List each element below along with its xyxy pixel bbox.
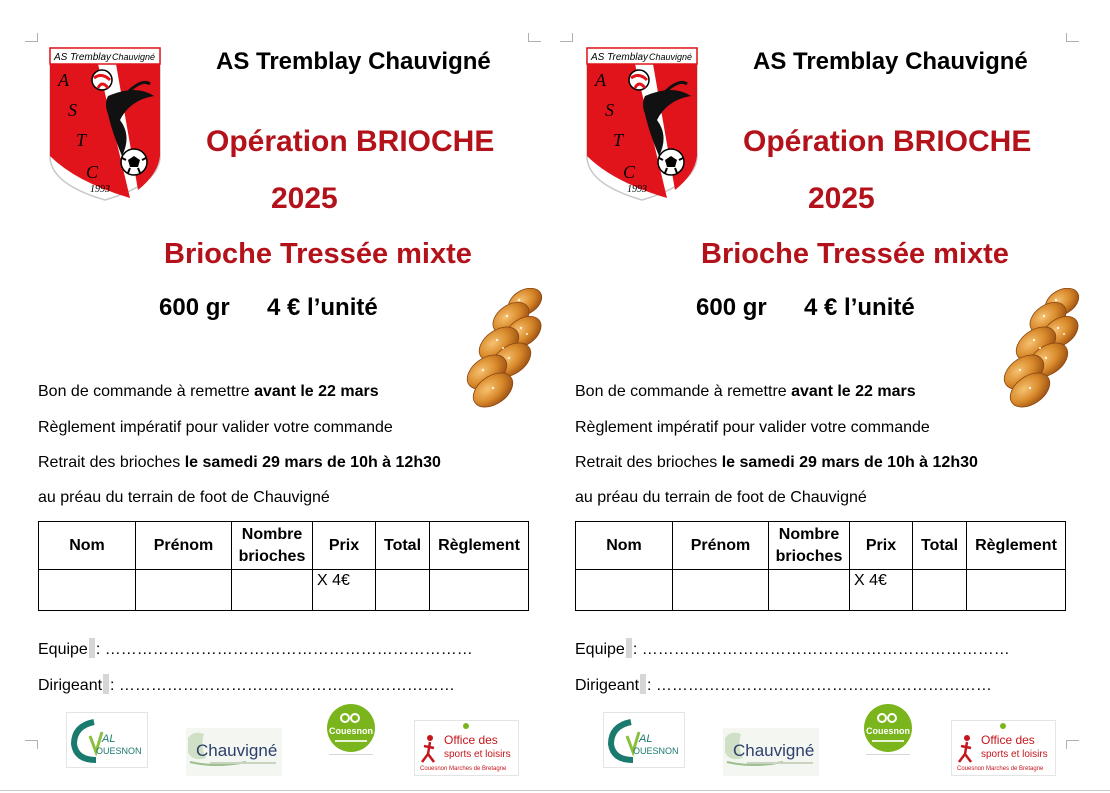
header-prenom: Prénom: [136, 522, 232, 570]
svg-text:Chauvigné: Chauvigné: [196, 741, 278, 760]
pickup-location-text: au préau du terrain de foot de Chauvigné: [38, 489, 330, 506]
header-nom: Nom: [39, 522, 136, 570]
club-name: AS Tremblay Chauvigné: [216, 48, 491, 75]
equipe-field[interactable]: Equipe : ……………………………………………………………: [38, 638, 473, 659]
cell-nombre[interactable]: [232, 570, 313, 611]
crop-mark: [25, 33, 38, 42]
table-header-row: [39, 522, 529, 570]
svg-text:Couesnon: Couesnon: [866, 726, 910, 736]
svg-text:A: A: [595, 70, 606, 90]
office-sports-loisirs-logo: [951, 720, 1056, 776]
cell-reglement[interactable]: [967, 570, 1066, 611]
crop-mark: [560, 33, 573, 42]
payment-note-text: Règlement impératif pour valider votre commande: [38, 419, 393, 436]
club-name: AS Tremblay Chauvigné: [753, 48, 1028, 75]
table-header-row: [576, 522, 1066, 570]
cell-total[interactable]: [913, 570, 967, 611]
svg-text:A: A: [58, 70, 69, 90]
header-nombre-brioches: Nombre brioches: [232, 522, 313, 570]
operation-year: 2025: [271, 182, 338, 215]
svg-text:S: S: [605, 100, 614, 120]
svg-text:Chauvigné: Chauvigné: [649, 52, 693, 62]
product-name: Brioche Tressée mixte: [164, 238, 472, 270]
pickup-date-text: Retrait des brioches le samedi 29 mars de 10h à 12h30: [38, 454, 441, 471]
chauvigne-logo: [723, 728, 819, 776]
svg-text:T: T: [76, 130, 87, 150]
operation-title: Opération BRIOCHE: [206, 125, 495, 158]
svg-text:AS Tremblay: AS Tremblay: [54, 52, 112, 63]
equipe-field[interactable]: Equipe : ……………………………………………………………: [575, 638, 1010, 659]
svg-text:sports et loisirs: sports et loisirs: [444, 749, 511, 760]
order-table: [575, 521, 1066, 611]
couesnon-logo: [323, 704, 379, 756]
header-nombre-brioches: Nombre brioches: [769, 522, 850, 570]
table-row: [39, 570, 529, 611]
flyer-left: [38, 0, 538, 793]
header-reglement: Règlement: [967, 522, 1066, 570]
table-row: [576, 570, 1066, 611]
header-reglement: Règlement: [430, 522, 529, 570]
val-couesnon-logo: [66, 712, 148, 768]
brioche-photo: [990, 288, 1085, 410]
club-crest-logo: [583, 44, 701, 202]
cell-nom[interactable]: [576, 570, 673, 611]
product-price: 4 € l’unité: [804, 294, 915, 321]
svg-text:S: S: [68, 100, 77, 120]
svg-text:Chauvigné: Chauvigné: [112, 52, 156, 62]
couesnon-logo: [860, 704, 916, 756]
svg-text:Couesnon Marches de Bretagne: Couesnon Marches de Bretagne: [420, 766, 507, 772]
svg-text:OUESNON: OUESNON: [96, 746, 142, 756]
cell-nom[interactable]: [39, 570, 136, 611]
header-total: Total: [376, 522, 430, 570]
svg-text:Office des: Office des: [981, 733, 1035, 747]
order-table: [38, 521, 529, 611]
svg-text:sports et loisirs: sports et loisirs: [981, 749, 1048, 760]
chauvigne-logo: [186, 728, 282, 776]
svg-text:AS Tremblay: AS Tremblay: [591, 52, 649, 63]
order-deadline-text: Bon de commande à remettre avant le 22 mars: [575, 383, 916, 400]
svg-text:1993: 1993: [627, 184, 647, 195]
cell-nombre[interactable]: [769, 570, 850, 611]
cell-total[interactable]: [376, 570, 430, 611]
header-prix: Prix: [850, 522, 913, 570]
header-nom: Nom: [576, 522, 673, 570]
svg-text:AL: AL: [639, 733, 653, 745]
flyer-right: [575, 0, 1075, 793]
crop-mark: [25, 740, 38, 749]
dirigeant-field[interactable]: Dirigeant : ………………………………………………………: [38, 674, 455, 695]
payment-note-text: Règlement impératif pour valider votre commande: [575, 419, 930, 436]
svg-text:C: C: [86, 162, 99, 182]
product-weight: 600 gr: [159, 294, 230, 321]
cell-prenom[interactable]: [136, 570, 232, 611]
svg-text:Couesnon Marches de Bretagne: Couesnon Marches de Bretagne: [957, 766, 1044, 772]
svg-text:Couesnon: Couesnon: [329, 726, 373, 736]
pickup-location-text: au préau du terrain de foot de Chauvigné: [575, 489, 867, 506]
cell-reglement[interactable]: [430, 570, 529, 611]
svg-text:1993: 1993: [90, 184, 110, 195]
dirigeant-field[interactable]: Dirigeant : ………………………………………………………: [575, 674, 992, 695]
svg-text:T: T: [613, 130, 624, 150]
office-sports-loisirs-logo: [414, 720, 519, 776]
svg-text:Chauvigné: Chauvigné: [733, 741, 815, 760]
svg-text:C: C: [623, 162, 636, 182]
val-couesnon-logo: [603, 712, 685, 768]
product-name: Brioche Tressée mixte: [701, 238, 1009, 270]
pickup-date-text: Retrait des brioches le samedi 29 mars de 10h à 12h30: [575, 454, 978, 471]
product-price: 4 € l’unité: [267, 294, 378, 321]
svg-text:OUESNON: OUESNON: [633, 746, 679, 756]
cell-prenom[interactable]: [673, 570, 769, 611]
svg-text:Office des: Office des: [444, 733, 498, 747]
operation-title: Opération BRIOCHE: [743, 125, 1032, 158]
operation-year: 2025: [808, 182, 875, 215]
brioche-photo: [453, 288, 548, 410]
header-prenom: Prénom: [673, 522, 769, 570]
order-deadline-text: Bon de commande à remettre avant le 22 mars: [38, 383, 379, 400]
header-prix: Prix: [313, 522, 376, 570]
cell-prix[interactable]: X 4€: [313, 570, 376, 611]
cell-prix[interactable]: X 4€: [850, 570, 913, 611]
product-weight: 600 gr: [696, 294, 767, 321]
club-crest-logo: [46, 44, 164, 202]
svg-text:AL: AL: [102, 733, 116, 745]
header-total: Total: [913, 522, 967, 570]
